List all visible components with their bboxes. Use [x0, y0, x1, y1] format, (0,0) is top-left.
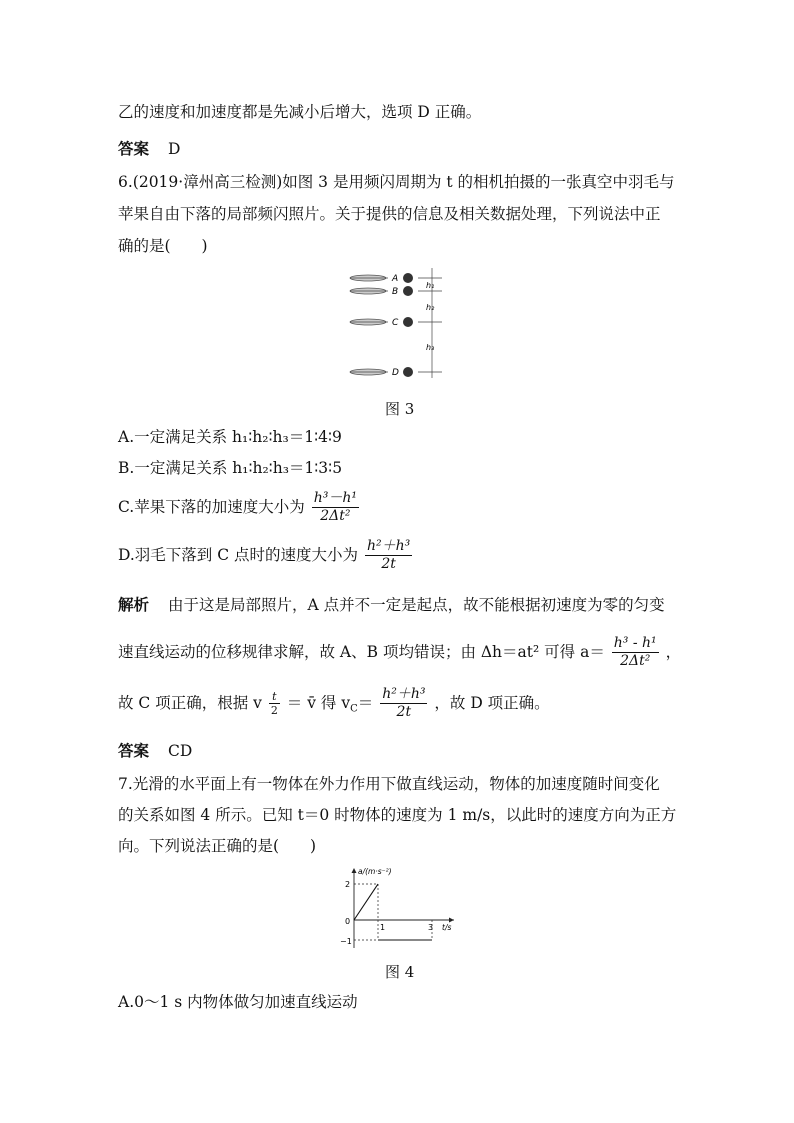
option-d-fraction — [365, 538, 412, 573]
fraction-denominator: 2t — [396, 703, 412, 720]
fraction-denominator: 2t — [381, 555, 396, 572]
answer-6 — [118, 742, 192, 761]
question-6-line-2: 苹果自由下落的局部频闪照片。关于提供的信息及相关数据处理，下列说法中正 — [118, 205, 661, 223]
x-axis-label: t/s — [442, 923, 452, 932]
subscript-c: C — [350, 703, 358, 715]
option-d — [118, 538, 414, 573]
solution-fraction-1 — [612, 635, 659, 670]
solution-text-3c: ＝ — [357, 694, 374, 712]
y-tick-0: 0 — [345, 917, 351, 926]
option-d-text: D.羽毛下落到 C 点时的速度大小为 — [118, 546, 359, 564]
solution-fraction-2 — [380, 686, 427, 721]
figure-3-strobe-photo — [348, 266, 448, 382]
option-a: A.一定满足关系 h₁∶h₂∶h₃＝1∶4∶9 — [118, 428, 342, 446]
question-6-line-1: 6.(2019·漳州高三检测)如图 3 是用频闪周期为 t 的相机拍摄的一张真空中羽毛与 — [118, 173, 675, 191]
option-c-text: C.苹果下落的加速度大小为 — [118, 498, 305, 516]
answer-label: 答案 — [118, 139, 150, 158]
answer-value: CD — [167, 742, 193, 760]
question-7-line-3: 向。下列说法正确的是( ) — [118, 837, 317, 855]
figure-4-caption: 图 4 — [385, 963, 415, 981]
label-c: C — [392, 318, 399, 328]
y-tick-2: 2 — [345, 880, 351, 889]
solution-label: 解析 — [118, 595, 150, 614]
answer-5 — [118, 140, 180, 159]
subscript-fraction — [269, 690, 280, 717]
fraction-numerator: t — [269, 690, 280, 704]
option-c — [118, 490, 361, 525]
solution-line-1 — [118, 596, 665, 615]
apple-d — [403, 367, 413, 377]
apple-b — [403, 286, 413, 296]
fraction-numerator: h³－h¹ — [313, 490, 357, 506]
solution-text-3b: ＝ v̄ 得 v — [286, 694, 351, 712]
apple-a — [403, 273, 413, 283]
question-6-line-3: 确的是( ) — [118, 237, 208, 255]
question-7-option-a: A.0～1 s 内物体做匀加速直线运动 — [118, 993, 358, 1011]
feather-a — [350, 275, 388, 281]
feather-d — [350, 369, 388, 375]
feather-c — [350, 319, 388, 325]
label-d: D — [392, 368, 399, 378]
question-7-line-1: 7.光滑的水平面上有一物体在外力作用下做直线运动，物体的加速度随时间变化 — [118, 775, 660, 793]
fraction-numerator: h³ - h¹ — [613, 635, 657, 651]
fraction-denominator: 2 — [270, 703, 278, 717]
option-c-fraction — [312, 490, 359, 525]
y-tick-neg1: −1 — [340, 937, 352, 946]
fraction-denominator: 2Δt² — [620, 652, 651, 669]
figure-4-a-t-graph — [338, 864, 458, 952]
h3-label: h₃ — [426, 343, 435, 352]
fraction-denominator: 2Δt² — [320, 507, 351, 524]
x-tick-1: 1 — [380, 923, 386, 932]
segment-0-1s — [354, 884, 378, 920]
answer-label: 答案 — [118, 741, 150, 760]
question-7-line-2: 的关系如图 4 所示。已知 t＝0 时物体的速度为 1 m/s，以此时的速度方向为正方 — [118, 806, 677, 824]
h2-label: h₂ — [426, 303, 435, 312]
fraction-numerator: h²＋h³ — [382, 686, 426, 702]
label-b: B — [392, 287, 399, 297]
y-axis-label: a/(m·s⁻²) — [358, 867, 392, 876]
solution-text-3d: ，故 D 项正确。 — [434, 694, 550, 712]
option-b: B.一定满足关系 h₁∶h₂∶h₃＝1∶3∶5 — [118, 459, 343, 477]
feather-b — [350, 288, 388, 294]
answer-value: D — [167, 140, 181, 158]
h1-label: h₁ — [426, 281, 435, 290]
solution-text-2: 速直线运动的位移规律求解，故 A、B 项均错误；由 Δh＝at² 可得 a＝ — [118, 643, 605, 661]
continuation-line: 乙的速度和加速度都是先减小后增大，选项 D 正确。 — [118, 103, 482, 121]
x-tick-3: 3 — [428, 923, 434, 932]
solution-text-3a: 故 C 项正确，根据 v — [118, 694, 262, 712]
apple-c — [403, 317, 413, 327]
solution-line-2 — [118, 635, 681, 670]
label-a: A — [392, 274, 399, 284]
figure-3-caption: 图 3 — [385, 400, 415, 418]
fraction-numerator: h²＋h³ — [366, 538, 411, 554]
solution-text-2-end: ， — [665, 643, 682, 661]
solution-line-3 — [118, 686, 550, 721]
solution-text-1: 由于这是局部照片，A 点并不一定是起点，故不能根据初速度为零的匀变 — [167, 596, 665, 614]
